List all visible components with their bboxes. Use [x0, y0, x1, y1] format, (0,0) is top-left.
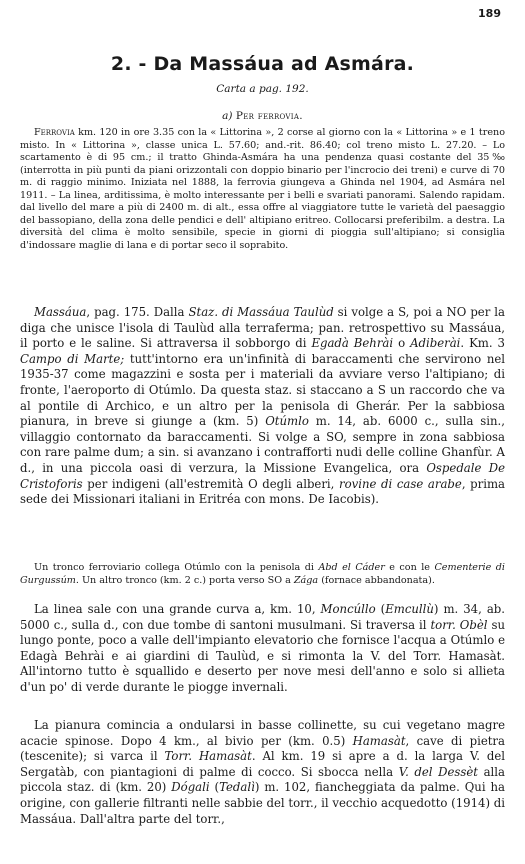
text-run: si volge a S, poi a NO per la diga che unisce l'isola di Taulùd alla terraferma; pan. retrospettivo su Massáua, il porto e le saline. Si attraversa il sobborgo di — [20, 305, 505, 351]
page-number: 189 — [478, 7, 501, 20]
place-dogali: Dógali — [171, 780, 210, 795]
text-run: e con le — [384, 562, 435, 573]
text-run: ( — [375, 602, 386, 616]
plain-paragraph — [20, 718, 505, 827]
text-run: alla piccola staz. di (km. 20) — [20, 764, 505, 795]
chapter-title: 2. - Da Massáua ad Asmára. — [110, 53, 415, 75]
text-run: , pag. 175. Dalla — [86, 305, 189, 319]
massaua-paragraph — [20, 305, 505, 508]
section-label: Per ferrovia. — [235, 110, 303, 122]
place-ospedale: Ospedale De Cristoforis — [20, 460, 505, 491]
place-egada-behrai: Egadà Behrài — [311, 336, 394, 351]
text-run: , cave di pietra (tescenite); si varca il — [20, 733, 505, 764]
text-run: , prima sede dei Missionari italiani in Eritréa con mons. De Iacobis). — [20, 476, 505, 507]
text-run: . Al km. 19 si apre a d. la larga V. del Sergatàb, con piantagioni di palme di cocco. Si sbocca nella — [20, 749, 505, 779]
place-tedali: Tedalì — [219, 780, 255, 795]
text-run: (fornace abbandonata). — [318, 574, 435, 586]
map-reference: Carta a pag. 192. — [216, 83, 309, 95]
place-massaua: Massáua — [34, 305, 87, 319]
text-run: ) m. 34, ab. 5000 c., sulla d., con due tombe di santoni musulmani. Si traversa il — [20, 602, 505, 632]
place-monculo: Moncúllo — [320, 602, 376, 616]
place-v-del-desset: V. del Dessèt — [398, 764, 478, 779]
text-run: ) m. 102, fiancheggiata da palme. Qui ha origine, con gallerie filtranti nelle sabbie del torr., il vecchio acquedotto (1914) di Massáua. Dall'altra parte del torr., — [20, 780, 505, 826]
text-run: tutt'intorno era un'infinità di baraccamenti che servirono nel 1935-37 come magazzini e sosta per i materiali da avviare verso l'altipiano; di fronte, l'aeroporto di Otúmlo. Da questa staz. si staccano a S un raccordo che va al pontile di Archico, e un altro per la penisola di Gherár. Per la sabbiosa pianura, in breve si giunge a (km. 5) — [20, 351, 506, 429]
text-run: La pianura comincia a ondularsi in basse collinette, su cui vegetano magre acacie spinose. Dopo 4 km., al bivio per (km. 0.5) — [20, 718, 505, 748]
place-cementerie: Cementerie di Gurgussúm — [20, 562, 505, 586]
text-run: . Km. 3 — [460, 336, 505, 351]
place-torr-obel: torr. Obèl — [430, 617, 488, 632]
text-run: m. 14, ab. 6000 c., sulla sin., villaggio contornato da baraccamenti. Si volge a SO, sempre in zona sabbiosa con rare palme dum; a sin. si avanzano i contrafforti nudi delle colline Ghanfùr. A d., in una piccola oasi di verzura, la Missione Evangelica, ora — [20, 414, 505, 475]
text-run: o — [393, 336, 411, 351]
text-run: su lungo ponte, poco a valle dell'impianto elevatorio che fornisce l'acqua a Otúmlo e Edagà Behrài e ai giardini di Taulùd, e si rimonta la V. del Torr. Hamasàt. All'intorno tutto è squallido e deserto per nove mesi dell'anno e solo si allieta d'un po' di verde durante le piogge invernali. — [20, 617, 505, 694]
place-hamasat: Hamasàt — [352, 733, 406, 748]
place-adiberai: Adiberài — [410, 336, 461, 351]
text-run: . Un altro tronco (km. 2 c.) porta verso SO a — [75, 574, 294, 586]
text-run: Un tronco ferroviario collega Otúmlo con la penisola di — [34, 562, 319, 573]
place-rovine: rovine di case arabe — [339, 476, 462, 491]
ferrovia-text: km. 120 in ore 3.35 con la « Littorina », 2 corse al giorno con la « Littorina » e 1 treno misto. In « Littorina », classe unica L. 57.60; and.-rit. 86.40; col treno misto L. 27.20. – Lo scartamento è di 95 cm.; il tratto Ghinda-Asmára ha una pendenza quasi costante del 35‰ (interrotta in più punti da piani orizzontali con doppio binario per l'incrocio dei treni) e curve di 70 m. di raggio minimo. Iniziata nel 1888, la ferrovia giungeva a Ghinda nel 1904, ad Asmára nel 1911. – La linea, arditissima, è molto interessante per i belli e svariati panorami. Salendo rapidam. dal livello del mare a più di 2400 m. di alt., essa offre al viaggiatore tutte le varietà del paesaggio del bassopiano, della zona delle pendici e dell' altipiano eritreo. Collocarsi preferibilm. a destra. La diversità del clima è molto sensibile, specie in giorni di pioggia sull'altipiano; si consiglia d'indossare maglie di lana e di portar seco il soprabito. — [20, 127, 505, 251]
ferrovia-lead: Ferrovia — [34, 127, 75, 138]
place-campo-di-marte: Campo di Marte; — [20, 351, 125, 366]
text-run: per indigeni (all'estremità O degli alberi, — [82, 476, 339, 491]
text-run: La linea sale con una grande curva a, km. 10, — [34, 602, 321, 616]
place-torr-hamasat: Torr. Hamasàt — [164, 749, 252, 764]
place-emcullu: Emcullù — [385, 602, 434, 616]
place-taulud-station: Staz. di Massáua Taulùd — [188, 305, 334, 319]
text-run: ( — [209, 780, 220, 795]
place-otumlo: Otúmlo — [265, 414, 309, 429]
section-letter: a) — [222, 110, 233, 122]
railway-info-paragraph — [20, 127, 505, 252]
place-zaga: Zága — [293, 574, 319, 586]
branch-line-paragraph — [20, 562, 505, 587]
line-ascent-paragraph — [20, 602, 505, 696]
section-heading — [0, 110, 525, 122]
place-abd-el-cader: Abd el Cáder — [318, 562, 385, 573]
